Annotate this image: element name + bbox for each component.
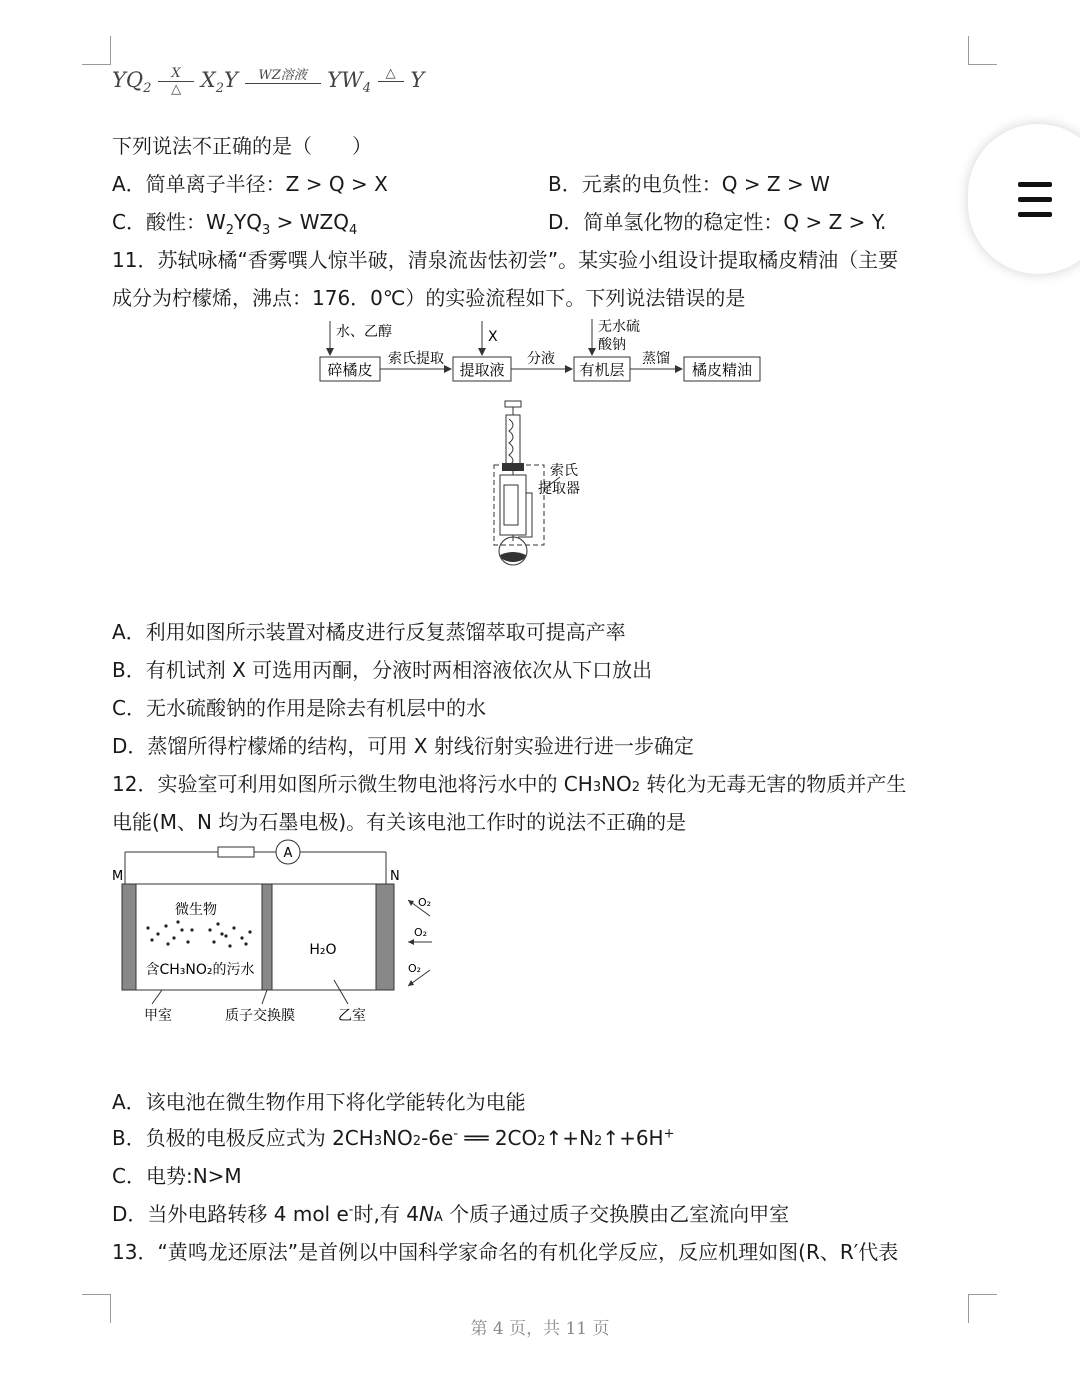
option-text: ↑+N [545,1126,595,1150]
membrane-label: 质子交换膜 [225,1008,295,1024]
o2-label: O₂ [414,926,428,939]
option-text: > WZQ [270,210,349,234]
option-text: C．酸性：W [112,210,226,234]
menu-icon [1018,182,1052,187]
crop-mark-top-right [968,36,997,65]
option-c: C．无水硫酸钠的作用是除去有机层中的水 [112,696,486,720]
subscript: 4 [348,223,358,238]
microbial-cell-diagram [108,838,448,1028]
electrode-n [376,884,394,990]
option-d: D．蒸馏所得柠檬烯的结构，可用 X 射线衍射实验进行进一步确定 [112,734,694,758]
apparatus-label: 索氏 [550,463,578,479]
stem-text: NO [601,772,632,796]
room-a-label: 甲室 [144,1008,172,1024]
flow-input-label: 水、乙醇 [336,324,392,340]
reaction-scheme [112,64,424,99]
option-b [112,1122,675,1151]
question-13-line-1: 13．“黄鸣龙还原法”是首例以中国科学家命名的有机化学反应，反应机理如图(R、R′代表 [112,1240,899,1264]
subscript: 2 [225,223,235,238]
o2-label: O₂ [408,962,422,975]
option-d: D．简单氢化物的稳定性：Q > Z > Y. [548,210,887,234]
question-12-line-1 [112,768,906,797]
formula-sub: 2 [215,81,224,97]
menu-button[interactable] [968,124,1080,274]
question-stem: 下列说法不正确的是（ ） [112,134,372,158]
electrode-n-label: N [390,869,400,884]
page-footer: 第 4 页，共 11 页 [470,1319,610,1339]
extraction-flowchart [310,315,770,575]
water-label: H₂O [309,942,337,958]
microbe-dots [146,920,251,947]
reaction-arrow [245,64,321,99]
stem-text: 12．实验室可利用如图所示微生物电池将污水中的 CH [112,772,593,796]
superscript: + [663,1126,675,1142]
option-text: D．当外电路转移 4 mol e [112,1202,349,1226]
option-a: A．该电池在微生物作用下将化学能转化为电能 [112,1090,526,1114]
superscript: - [348,1202,354,1218]
option-c: C．电势:N>M [112,1164,242,1188]
room-b-label: 乙室 [338,1008,366,1024]
ammeter-label: A [283,846,293,861]
electrode-m-label: M [112,869,124,884]
question-12-line-2: 电能(M、N 均为石墨电极)。有关该电池工作时的说法不正确的是 [112,810,687,834]
subscript: 3 [592,780,602,795]
microbe-label: 微生物 [175,902,217,918]
subscript: 2 [594,1134,603,1149]
arrow-label: WZ溶液 [258,68,307,83]
menu-icon-bar [1018,197,1052,202]
option-text: 时,有 4 [353,1202,419,1226]
avogadro-symbol: N [418,1202,434,1226]
formula-term: Y [410,68,425,92]
stem-text: 转化为无毒无害的物质并产生 [640,772,907,796]
question-11-line-2: 成分为柠檬烯，沸点：176．0℃）的实验流程如下。下列说法错误的是 [112,286,746,310]
option-a: A．利用如图所示装置对橘皮进行反复蒸馏萃取可提高产率 [112,620,626,644]
flow-step-label: 分液 [527,351,555,367]
subscript: 3 [262,223,271,238]
formula-sub: 2 [143,81,152,97]
flow-step-label: 索氏提取 [388,351,444,367]
electrode-m [122,884,136,990]
subscript: 2 [631,780,641,795]
option-b: B．有机试剂 X 可选用丙酮，分液时两相溶液依次从下口放出 [112,658,653,682]
option-text: ↑+6H [602,1126,664,1150]
flow-input-label: 酸钠 [598,337,626,353]
question-11-line-1: 11．苏轼咏橘“香雾噀人惊半破，清泉流齿怯初尝”。某实验小组设计提取橘皮精油（主要 [112,248,899,272]
arrow-label: △ [171,82,182,97]
flow-input-label: 无水硫 [598,319,640,335]
option-text: -6e [421,1126,454,1150]
flow-box-label: 提取液 [459,361,505,379]
subscript: 3 [373,1134,383,1149]
reaction-arrow [158,66,194,97]
subscript: A [433,1210,443,1225]
arrow-label: △ [385,66,396,81]
option-text: B．负极的电极反应式为 2CH [112,1126,374,1150]
arrow-label: X [171,66,181,81]
option-text: NO [382,1126,413,1150]
proton-exchange-membrane [262,884,272,990]
formula-sub: 4 [362,81,371,97]
option-text: YQ [234,210,262,234]
menu-icon-bar [1018,212,1052,217]
formula-term: YW [327,68,363,92]
flow-box-label: 橘皮精油 [691,361,753,379]
option-text: ══ 2CO [458,1126,538,1150]
subscript: 2 [412,1134,422,1149]
reaction-arrow [378,66,404,97]
flow-box-label: 有机层 [579,361,625,379]
flow-input-label: X [488,329,498,345]
apparatus-label: 提取器 [538,481,580,497]
soxhlet-apparatus [494,401,580,565]
option-text: 个质子通过质子交换膜由乙室流向甲室 [442,1202,790,1226]
formula-term: X [200,68,216,92]
formula-term: Y [223,68,238,92]
formula-term: YQ [112,68,144,92]
flow-step-label: 蒸馏 [642,351,670,367]
o2-label: O₂ [418,896,432,909]
crop-mark-top-left [82,36,111,65]
superscript: - [453,1126,459,1142]
subscript: 2 [537,1134,546,1149]
resistor [218,847,254,857]
option-d [112,1198,789,1227]
flow-box-label: 碎橘皮 [327,361,373,379]
option-b: B．元素的电负性：Q > Z > W [548,172,830,196]
option-c [112,206,357,238]
option-a: A．简单离子半径：Z > Q > X [112,172,388,196]
sewage-label: 含CH₃NO₂的污水 [145,962,255,978]
